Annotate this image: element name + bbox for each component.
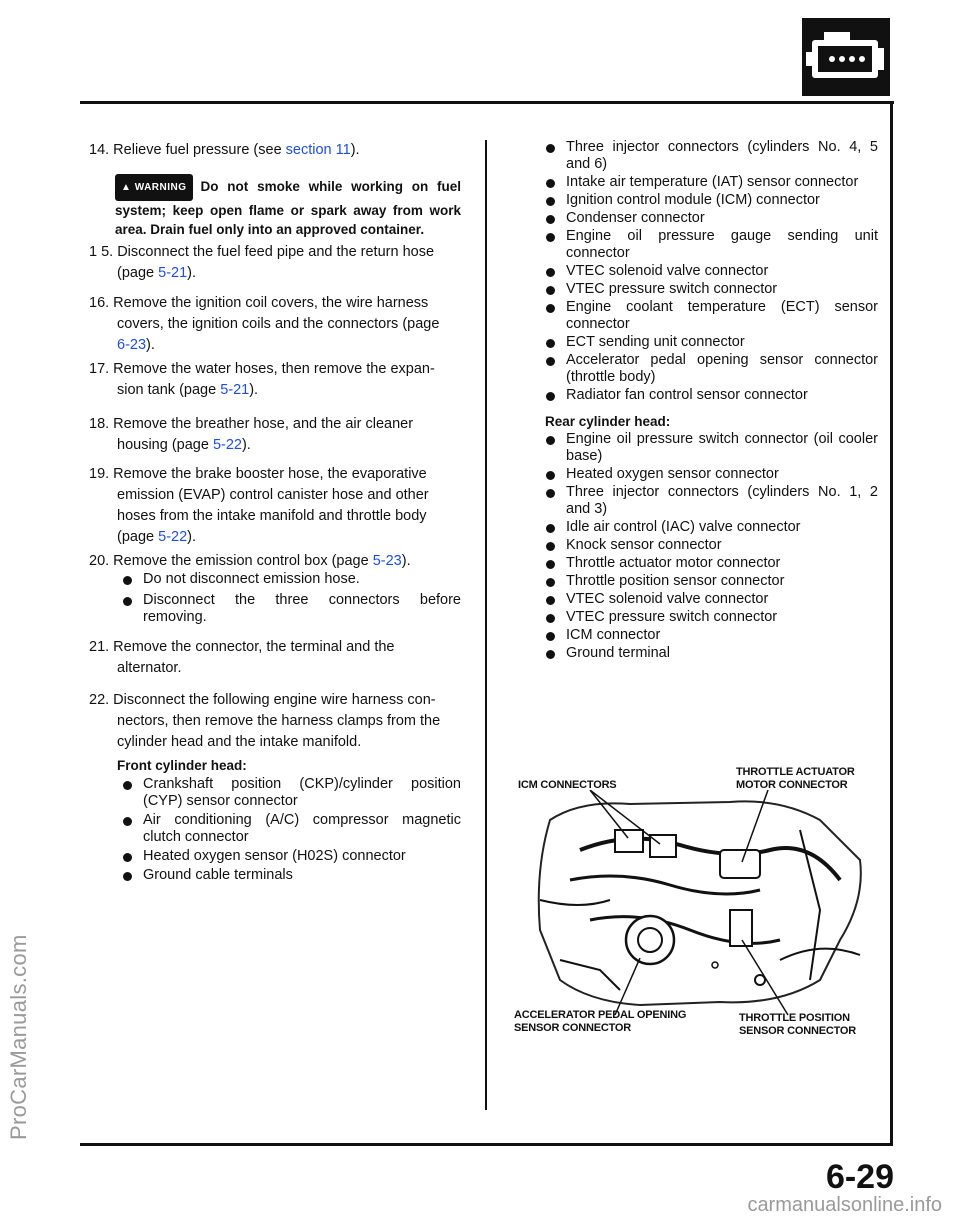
list-item: Air conditioning (A/C) compressor magnetic clutch connector [117,812,461,846]
list-item: Throttle position sensor connector [540,573,878,590]
step-19-line1: 19. Remove the brake booster hose, the evaporative [89,466,427,482]
front-head-title: Front cylinder head: [117,758,247,773]
list-item: Ground cable terminals [117,867,461,884]
step-20-text: 20. Remove the emission control box (page [89,553,373,569]
step-18-after: ). [241,437,251,453]
step-15 [89,242,464,284]
step-16-line2: covers, the ignition coils and the connectors (page [117,316,440,332]
label-throttle-actuator-line2: MOTOR CONNECTOR [736,779,848,791]
step-16-line1: 16. Remove the ignition coil covers, the wire harness [89,295,429,311]
step-19-line2: emission (EVAP) control canister hose and other [117,487,429,503]
list-item: Intake air temperature (IAT) sensor connector [540,174,878,191]
list-item: Ground terminal [540,645,878,662]
step-22 [89,690,464,753]
step-20 [89,551,464,572]
list-item: Knock sensor connector [540,537,878,554]
step-21-line1: 21. Remove the connector, the terminal and the [89,639,395,655]
bottom-rule [80,1143,893,1146]
list-item: Throttle actuator motor connector [540,555,878,572]
warning-badge: ▲ WARNING [115,174,193,201]
list-item: Three injector connectors (cylinders No. 1, 2 and 3) [540,484,878,518]
step-18-link[interactable]: 5-22 [212,437,242,453]
step-22-line1: 22. Disconnect the following engine wire harness con- [89,692,436,708]
step-18 [89,414,464,456]
list-item: Engine oil pressure switch connector (oil cooler base) [540,431,878,465]
step-20-link[interactable]: 5-23 [372,553,402,569]
warning-block [115,174,461,239]
step-17-line2: sion tank (page [117,382,221,398]
label-accelerator-pedal-line2: SENSOR CONNECTOR [514,1022,631,1034]
page-number: 6-29 [825,1158,894,1196]
column-divider [485,140,487,1110]
step-17-after: ). [249,382,259,398]
right-rule [890,101,893,1146]
label-throttle-position-line2: SENSOR CONNECTOR [739,1025,856,1037]
list-item: VTEC solenoid valve connector [540,591,878,608]
list-item: ICM connector [540,627,878,644]
step-16-link[interactable]: 6-23 [117,337,147,353]
rear-head-title: Rear cylinder head: [545,414,671,429]
step-17-link[interactable]: 5-21 [220,382,250,398]
step-14-text: 14. Relieve fuel pressure (see [89,142,286,158]
footer-url[interactable]: carmanualsonline.info [747,1194,942,1216]
engine-wiring-illustration [520,790,880,1020]
list-item: ECT sending unit connector [540,334,878,351]
label-accelerator-pedal [514,1009,686,1035]
step-20-after: ). [401,553,411,569]
warning-text: Do not smoke while working on fuel system; keep open flame or spark away from work area. Drain fuel only into an approved container. [115,179,461,237]
list-item: Heated oxygen sensor connector [540,466,878,483]
step-15-after: ). [187,265,197,281]
label-throttle-position [739,1012,856,1038]
step-19-after: ). [187,529,197,545]
side-watermark: ProCarManuals.com [6,934,31,1140]
label-throttle-actuator [736,766,855,792]
list-item: Engine coolant temperature (ECT) sensor connector [540,299,878,333]
step-16-after: ). [146,337,155,353]
list-item: Disconnect the three connectors before removing. [117,592,461,626]
rear-head-list [540,431,878,662]
list-item: Three injector connectors (cylinders No. 4, 5 and 6) [540,139,878,173]
step-14-after: ). [350,142,360,158]
step-20-bullets [117,571,461,626]
list-item: Accelerator pedal opening sensor connector (throttle body) [540,352,878,386]
step-19-link[interactable]: 5-22 [158,529,188,545]
list-item: Condenser connector [540,210,878,227]
list-item: VTEC pressure switch connector [540,609,878,626]
list-item: VTEC solenoid valve connector [540,263,878,280]
list-item: Idle air control (IAC) valve connector [540,519,878,536]
step-15-link[interactable]: 5-21 [158,265,188,281]
label-icm-connectors: ICM CONNECTORS [518,779,617,791]
step-15-line2: (page [117,265,159,281]
list-item: Heated oxygen sensor (H02S) connector [117,848,461,865]
step-14-link[interactable]: section 11 [285,142,351,158]
front-head-list-cont [540,139,878,404]
step-17-line1: 17. Remove the water hoses, then remove the expan- [89,361,435,377]
label-throttle-position-line1: THROTTLE POSITION [739,1012,850,1024]
front-head-list [117,776,461,884]
list-item: Crankshaft position (CKP)/cylinder position (CYP) sensor connector [117,776,461,810]
step-17 [89,359,464,401]
step-15-line1: 1 5. Disconnect the fuel feed pipe and the return hose [89,244,435,260]
step-18-line1: 18. Remove the breather hose, and the air cleaner [89,416,414,432]
list-item: Do not disconnect emission hose. [117,571,461,588]
step-16 [89,293,464,356]
list-item: Ignition control module (ICM) connector [540,192,878,209]
label-accelerator-pedal-line1: ACCELERATOR PEDAL OPENING [514,1009,687,1021]
step-21 [89,637,464,679]
step-22-line3: cylinder head and the intake manifold. [117,734,362,750]
step-22-line2: nectors, then remove the harness clamps from the [117,713,441,729]
top-rule [80,101,894,104]
step-19-line4: (page [117,529,159,545]
step-21-line2: alternator. [117,660,182,676]
step-18-line2: housing (page [117,437,213,453]
list-item: Radiator fan control sensor connector [540,387,878,404]
list-item: VTEC pressure switch connector [540,281,878,298]
step-14 [89,140,464,161]
label-throttle-actuator-line1: THROTTLE ACTUATOR [736,766,855,778]
step-19 [89,464,464,548]
warning-badge-label: WARNING [134,182,187,193]
step-19-line3: hoses from the intake manifold and throttle body [117,508,427,524]
list-item: Engine oil pressure gauge sending unit connector [540,228,878,262]
engine-icon [802,18,890,96]
